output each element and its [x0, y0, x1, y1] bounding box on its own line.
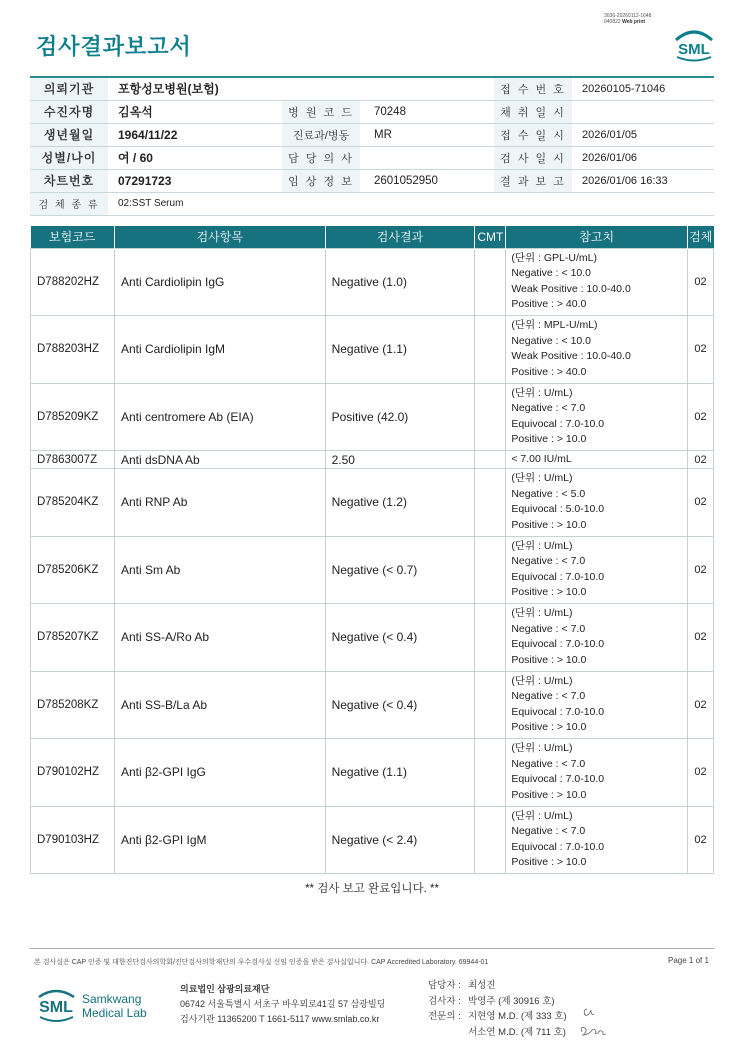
- reference-line: Positive : > 10.0: [511, 653, 587, 666]
- organization-contact: 검사기관 11365200 T 1661-5117 www.smlab.co.kr: [180, 1014, 380, 1024]
- test-item-cell: Anti β2-GPI IgM: [114, 806, 325, 874]
- reference-line: < 7.00 IU/mL: [511, 452, 572, 465]
- specimen-cell: 02: [688, 469, 714, 537]
- test-item-cell: Anti β2-GPI IgG: [114, 739, 325, 807]
- test-datetime-value: 2026/01/06: [572, 146, 714, 169]
- receipt-number-label: 접 수 번 호: [494, 77, 572, 100]
- reference-line: Negative : < 7.0: [511, 757, 586, 770]
- specimen-cell: 02: [688, 604, 714, 672]
- department-label: 진료과/병동: [282, 123, 360, 146]
- reference-line: Negative : < 5.0: [511, 487, 586, 500]
- page-title: 검사결과보고서: [36, 34, 192, 59]
- page-number: Page 1 of 1: [668, 956, 709, 965]
- reference-cell: [506, 671, 688, 739]
- reference-cell: [506, 383, 688, 451]
- clinical-info-label: 임 상 정 보: [282, 169, 360, 192]
- collection-datetime-label: 채 취 일 시: [494, 100, 572, 123]
- reference-line: Negative : < 7.0: [511, 555, 586, 568]
- requesting-institution-value: 포항성모병원(보험): [108, 77, 494, 100]
- reference-line: Positive : > 10.0: [511, 586, 587, 599]
- test-datetime-label: 검 사 일 시: [494, 146, 572, 169]
- svg-text:SML: SML: [39, 999, 73, 1016]
- test-item-cell: Anti Cardiolipin IgM: [114, 316, 325, 384]
- document-code-line2: 040822: [604, 19, 621, 25]
- receipt-datetime-value: 2026/01/05: [572, 123, 714, 146]
- document-code: [604, 13, 651, 25]
- specialist-name-2: 서소연 M.D. (제 711 호): [468, 1026, 566, 1038]
- test-result-cell: 2.50: [325, 451, 475, 469]
- svg-text:Medical Lab: Medical Lab: [82, 1006, 147, 1020]
- info-row: [30, 192, 714, 215]
- result-report-value: 2026/01/06 16:33: [572, 169, 714, 192]
- specimen-cell: 02: [688, 536, 714, 604]
- reference-line: Negative : < 10.0: [511, 334, 592, 347]
- reference-line: Positive : > 10.0: [511, 433, 587, 446]
- cmt-cell: [475, 604, 506, 672]
- reference-line: Positive : > 10.0: [511, 518, 587, 531]
- col-reference: 참고치: [506, 226, 688, 248]
- insurance-code-cell: D785206KZ: [31, 536, 115, 604]
- table-row: [31, 671, 714, 739]
- test-result-cell: Negative (< 0.4): [325, 671, 475, 739]
- test-result-cell: Negative (< 0.7): [325, 536, 475, 604]
- col-test-item: 검사항목: [114, 226, 325, 248]
- specimen-cell: 02: [688, 451, 714, 469]
- hospital-code-value: 70248: [360, 100, 494, 123]
- col-insurance-code: 보험코드: [31, 226, 115, 248]
- attending-doctor-label: 담 당 의 사: [282, 146, 360, 169]
- col-specimen: 검체: [688, 226, 714, 248]
- birth-date-value: 1964/11/22: [108, 123, 282, 146]
- reference-line: Negative : < 7.0: [511, 402, 586, 415]
- clinical-info-value: 2601052950: [360, 169, 494, 192]
- samkwang-logo-icon: [36, 983, 156, 1027]
- result-report-label: 결 과 보 고: [494, 169, 572, 192]
- reference-line: (단위 : U/mL): [511, 742, 573, 755]
- birth-date-label: 생년월일: [30, 123, 108, 146]
- insurance-code-cell: D785208KZ: [31, 671, 115, 739]
- insurance-code-cell: D790103HZ: [31, 806, 115, 874]
- document-code-line1: 3036-20260112-1648: [604, 13, 652, 19]
- table-row: [31, 604, 714, 672]
- patient-info-table: [30, 76, 714, 216]
- sex-age-value: 여 / 60: [108, 146, 282, 169]
- reference-line: Equivocal : 7.0-10.0: [511, 638, 605, 651]
- table-row: [31, 536, 714, 604]
- results-table: [30, 226, 714, 874]
- sml-logo-icon: [672, 26, 716, 62]
- table-row: [31, 469, 714, 537]
- specimen-cell: 02: [688, 248, 714, 316]
- test-item-cell: Anti SS-A/Ro Ab: [114, 604, 325, 672]
- test-result-cell: Negative (1.1): [325, 739, 475, 807]
- test-result-cell: Negative (< 2.4): [325, 806, 475, 874]
- reference-line: Equivocal : 7.0-10.0: [511, 840, 605, 853]
- hospital-code-label: 병 원 코 드: [282, 100, 360, 123]
- patient-name-value: 김옥석: [108, 100, 282, 123]
- cmt-cell: [475, 806, 506, 874]
- cmt-cell: [475, 316, 506, 384]
- info-row: [30, 169, 714, 192]
- reference-line: Weak Positive : 10.0-40.0: [511, 282, 631, 295]
- test-item-cell: Anti centromere Ab (EIA): [114, 383, 325, 451]
- department-value: MR: [360, 123, 494, 146]
- svg-text:Samkwang: Samkwang: [82, 992, 142, 1006]
- reference-cell: [506, 536, 688, 604]
- reference-line: Negative : < 10.0: [511, 267, 592, 280]
- info-row: [30, 77, 714, 100]
- test-item-cell: Anti dsDNA Ab: [114, 451, 325, 469]
- col-cmt: CMT: [475, 226, 506, 248]
- tester-name: 박영주 (제 30916 호): [468, 995, 555, 1007]
- reference-line: (단위 : GPL-U/mL): [511, 251, 597, 264]
- organization-info: [180, 982, 385, 1027]
- collection-datetime-value: [572, 100, 714, 123]
- info-row: [30, 146, 714, 169]
- reference-line: Equivocal : 7.0-10.0: [511, 417, 605, 430]
- svg-text:SML: SML: [678, 41, 710, 58]
- table-row: [31, 451, 714, 469]
- reference-line: (단위 : U/mL): [511, 539, 573, 552]
- reference-line: (단위 : U/mL): [511, 674, 573, 687]
- organization-name: 의료법인 삼광의료재단: [180, 984, 270, 994]
- test-result-cell: Positive (42.0): [325, 383, 475, 451]
- chart-number-value: 07291723: [108, 169, 282, 192]
- footer-divider: [30, 948, 714, 949]
- reference-line: Positive : > 10.0: [511, 856, 587, 869]
- reference-line: Equivocal : 7.0-10.0: [511, 773, 605, 786]
- reference-line: Negative : < 7.0: [511, 622, 586, 635]
- receipt-number-value: 20260105-71046: [572, 77, 714, 100]
- insurance-code-cell: D790102HZ: [31, 739, 115, 807]
- specimen-cell: 02: [688, 806, 714, 874]
- reference-line: Positive : > 40.0: [511, 298, 587, 311]
- cmt-cell: [475, 469, 506, 537]
- attending-doctor-value: [360, 146, 494, 169]
- sex-age-label: 성별/나이: [30, 146, 108, 169]
- insurance-code-cell: D785207KZ: [31, 604, 115, 672]
- reference-line: Equivocal : 7.0-10.0: [511, 705, 605, 718]
- table-row: [31, 806, 714, 874]
- cmt-cell: [475, 383, 506, 451]
- results-header-row: [31, 226, 714, 248]
- test-item-cell: Anti Sm Ab: [114, 536, 325, 604]
- info-row: [30, 123, 714, 146]
- test-result-cell: Negative (1.1): [325, 316, 475, 384]
- test-result-cell: Negative (< 0.4): [325, 604, 475, 672]
- insurance-code-cell: D788202HZ: [31, 248, 115, 316]
- specimen-cell: 02: [688, 739, 714, 807]
- table-row: [31, 316, 714, 384]
- reference-cell: [506, 248, 688, 316]
- cmt-cell: [475, 248, 506, 316]
- insurance-code-cell: D788203HZ: [31, 316, 115, 384]
- reference-line: (단위 : U/mL): [511, 809, 573, 822]
- table-row: [31, 248, 714, 316]
- manager-label: 담당자 :: [428, 980, 461, 991]
- requesting-institution-label: 의뢰기관: [30, 77, 108, 100]
- reference-line: (단위 : U/mL): [511, 472, 573, 485]
- web-print-label: Web print: [622, 19, 646, 25]
- reference-cell: [506, 739, 688, 807]
- reference-cell: [506, 806, 688, 874]
- cmt-cell: [475, 671, 506, 739]
- cmt-cell: [475, 536, 506, 604]
- report-complete-note: ** 검사 보고 완료입니다. **: [305, 883, 439, 895]
- signature-icon: [578, 1004, 612, 1040]
- organization-address: 06742 서울특별시 서초구 바우뫼로41길 57 삼광빌딩: [180, 999, 386, 1009]
- table-row: [31, 383, 714, 451]
- test-item-cell: Anti RNP Ab: [114, 469, 325, 537]
- tester-label: 검사자 :: [428, 995, 461, 1007]
- reference-cell: [506, 604, 688, 672]
- test-result-cell: Negative (1.2): [325, 469, 475, 537]
- receipt-datetime-label: 접 수 일 시: [494, 123, 572, 146]
- reference-line: Positive : > 40.0: [511, 365, 587, 378]
- patient-name-label: 수진자명: [30, 100, 108, 123]
- col-test-result: 검사결과: [325, 226, 475, 248]
- table-row: [31, 739, 714, 807]
- reference-line: Negative : < 7.0: [511, 690, 586, 703]
- insurance-code-cell: D7863007Z: [31, 451, 115, 469]
- cmt-cell: [475, 739, 506, 807]
- info-row: [30, 100, 714, 123]
- specimen-cell: 02: [688, 671, 714, 739]
- reference-line: Positive : > 10.0: [511, 721, 587, 734]
- chart-number-label: 차트번호: [30, 169, 108, 192]
- reference-line: Positive : > 10.0: [511, 788, 587, 801]
- reference-line: (단위 : MPL-U/mL): [511, 319, 598, 332]
- insurance-code-cell: D785204KZ: [31, 469, 115, 537]
- specialist-name-1: 지현영 M.D. (제 333 호): [468, 1011, 567, 1022]
- specimen-type-value: 02:SST Serum: [108, 192, 714, 215]
- cmt-cell: [475, 451, 506, 469]
- certification-text: 본 검사실은 CAP 인증 및 대한진단검사의학회/진단검사의학재단의 우수검사실 신임 인증을 받은 검사실입니다. CAP Accredited Laboratory. 69944-01: [34, 959, 489, 966]
- reference-line: Weak Positive : 10.0-40.0: [511, 350, 631, 363]
- test-result-cell: Negative (1.0): [325, 248, 475, 316]
- test-item-cell: Anti Cardiolipin IgG: [114, 248, 325, 316]
- manager-name: 최성진: [468, 980, 496, 991]
- reference-cell: [506, 451, 688, 469]
- insurance-code-cell: D785209KZ: [31, 383, 115, 451]
- specialist-label: 전문의 :: [428, 1011, 461, 1022]
- reference-line: Equivocal : 5.0-10.0: [511, 503, 605, 516]
- reference-line: Equivocal : 7.0-10.0: [511, 570, 605, 583]
- specimen-cell: 02: [688, 383, 714, 451]
- reference-line: (단위 : U/mL): [511, 386, 573, 399]
- test-item-cell: Anti SS-B/La Ab: [114, 671, 325, 739]
- reference-line: (단위 : U/mL): [511, 607, 573, 620]
- specimen-type-label: 검 체 종 류: [30, 192, 108, 215]
- reference-cell: [506, 316, 688, 384]
- staff-info: [428, 978, 567, 1040]
- specimen-cell: 02: [688, 316, 714, 384]
- reference-line: Negative : < 7.0: [511, 825, 586, 838]
- reference-cell: [506, 469, 688, 537]
